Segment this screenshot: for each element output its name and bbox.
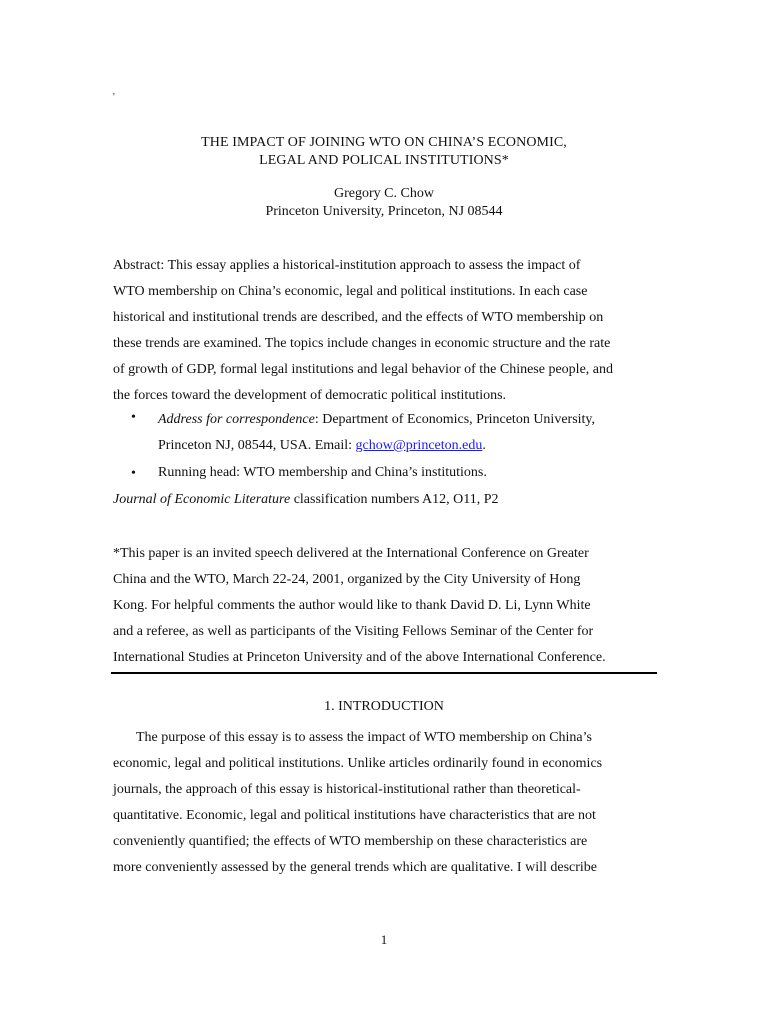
jel-codes: classification numbers A12, O11, P2 xyxy=(290,492,499,507)
correspondence-department: : Department of Economics, Princeton University, xyxy=(314,412,596,427)
section-heading: 1. INTRODUCTION xyxy=(324,699,444,714)
correspondence-address: Princeton NJ, 08544, USA. Email: xyxy=(158,438,356,453)
email-link[interactable]: gchow@princeton.edu xyxy=(355,438,483,453)
paragraph-line: more conveniently assessed by the general trends which are qualitative. I will describe xyxy=(113,860,597,875)
footnote-line: and a referee, as well as participants of the Visiting Fellows Seminar of the Center for xyxy=(113,624,594,639)
abstract-line: the forces toward the development of democratic political institutions. xyxy=(113,388,507,403)
footnote-line: China and the WTO, March 22-24, 2001, organized by the City University of Hong xyxy=(113,572,581,587)
paragraph-line: The purpose of this essay is to assess the impact of WTO membership on China’s xyxy=(136,730,592,745)
abstract-line: of growth of GDP, formal legal institutions and legal behavior of the Chinese people, and xyxy=(113,362,614,377)
author-block xyxy=(0,185,768,221)
author-affiliation: Princeton University, Princeton, NJ 08544 xyxy=(265,204,503,219)
abstract-line: Abstract: This essay applies a historical-institution approach to assess the impact of xyxy=(113,258,581,273)
abstract-line: WTO membership on China’s economic, legal and political institutions. In each case xyxy=(113,284,588,299)
paragraph-line: quantitative. Economic, legal and political institutions have characteristics that are not xyxy=(113,808,596,823)
running-head: Running head: WTO membership and China’s institutions. xyxy=(158,465,487,480)
acknowledgement-footnote xyxy=(113,541,606,671)
paragraph-line: economic, legal and political institutions. Unlike articles ordinarily found in economics xyxy=(113,756,603,771)
section-divider xyxy=(111,672,657,674)
abstract-line: these trends are examined. The topics include changes in economic structure and the rate xyxy=(113,336,611,351)
bullet-icon: • xyxy=(131,410,136,425)
correspondence-item xyxy=(158,407,595,459)
footnote-line: International Studies at Princeton University and of the above International Conference. xyxy=(113,650,606,665)
correspondence-end: . xyxy=(482,438,486,453)
page-number: 1 xyxy=(380,932,388,947)
correspondence-label: Address for correspondence xyxy=(158,412,315,427)
page-mark: ' xyxy=(113,92,115,103)
title-line-2: LEGAL AND POLICAL INSTITUTIONS* xyxy=(259,153,509,168)
introduction-paragraph xyxy=(113,725,602,881)
paper-title xyxy=(0,134,768,170)
jel-journal-name: Journal of Economic Literature xyxy=(113,492,291,507)
footnote-line: Kong. For helpful comments the author would like to thank David D. Li, Lynn White xyxy=(113,598,591,613)
abstract-line: historical and institutional trends are described, and the effects of WTO membership on xyxy=(113,310,604,325)
title-line-1: THE IMPACT OF JOINING WTO ON CHINA’S ECONOMIC, xyxy=(201,135,567,150)
footnote-line: *This paper is an invited speech delivered at the International Conference on Greater xyxy=(113,546,589,561)
paragraph-line: conveniently quantified; the effects of WTO membership on these characteristics are xyxy=(113,834,588,849)
jel-classification xyxy=(113,487,498,513)
author-name: Gregory C. Chow xyxy=(334,186,434,201)
abstract xyxy=(113,253,658,409)
bullet-icon: • xyxy=(131,466,136,481)
paragraph-line: journals, the approach of this essay is historical-institutional rather than theoretical- xyxy=(113,782,581,797)
